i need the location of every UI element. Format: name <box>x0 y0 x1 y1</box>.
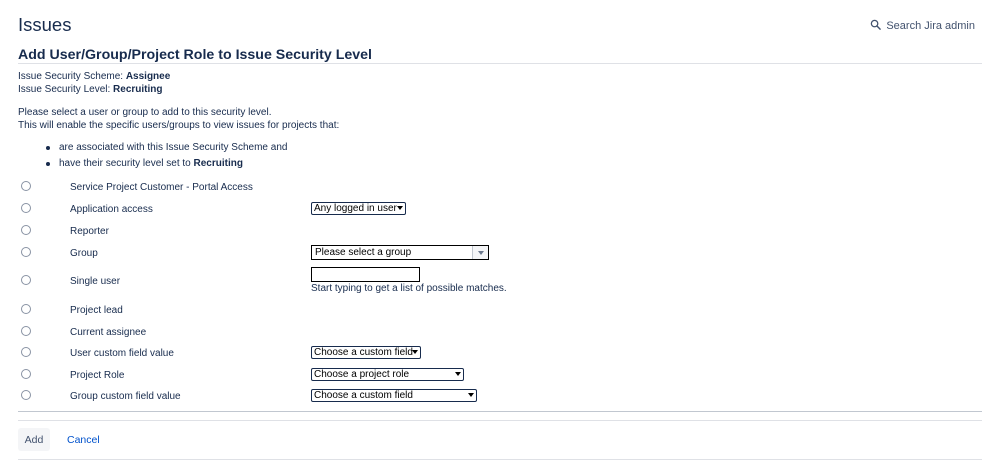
add-button[interactable]: Add <box>18 428 50 451</box>
single-user-hint: Start typing to get a list of possible matches. <box>311 283 507 294</box>
select-value: Choose a project role <box>314 369 410 380</box>
scheme-value: Assignee <box>125 71 171 82</box>
bullet-icon <box>46 146 50 150</box>
option-label: Current assignee <box>70 327 147 338</box>
chevron-down-icon <box>468 393 474 397</box>
select-value: Choose a custom field <box>314 390 413 401</box>
option-row-service-project-customer <box>0 181 999 201</box>
bullet-bold-text: Recruiting <box>193 158 243 169</box>
chevron-down-icon <box>412 350 418 354</box>
bullet-text: have their security level set to <box>59 158 191 169</box>
option-row-reporter <box>0 225 999 245</box>
group-picker-input[interactable] <box>311 245 489 260</box>
option-label: Project Role <box>70 370 125 381</box>
option-row-group-custom-field <box>0 390 999 410</box>
project-role-select[interactable] <box>311 368 464 381</box>
scheme-info <box>18 71 170 82</box>
divider <box>18 411 982 412</box>
divider <box>18 63 982 64</box>
description-line-1: Please select a user or group to add to this security level. <box>18 107 272 118</box>
option-label: Group <box>70 248 98 259</box>
radio-service-project-customer[interactable] <box>21 181 31 191</box>
group-custom-field-select[interactable] <box>311 389 477 402</box>
option-row-application-access <box>0 203 999 223</box>
option-row-group <box>0 247 999 267</box>
page-title: Issues <box>18 14 72 35</box>
radio-current-assignee[interactable] <box>21 326 31 336</box>
form-heading: Add User/Group/Project Role to Issue Security Level <box>18 47 372 63</box>
option-label: Reporter <box>70 226 109 237</box>
option-label: User custom field value <box>70 348 174 359</box>
option-row-single-user <box>0 275 999 295</box>
chevron-down-icon <box>455 372 461 376</box>
radio-project-lead[interactable] <box>21 304 31 314</box>
select-value: Any logged in user <box>314 203 397 214</box>
radio-group[interactable] <box>21 247 31 257</box>
search-label: Search Jira admin <box>886 20 975 32</box>
level-value: Recruiting <box>113 84 163 95</box>
bullet-text: are associated with this Issue Security Scheme and <box>59 142 288 153</box>
divider <box>18 459 982 460</box>
option-label: Single user <box>70 276 121 287</box>
search-jira-admin-link[interactable] <box>870 19 975 33</box>
select-value: Choose a custom field <box>314 347 413 358</box>
option-row-current-assignee <box>0 326 999 346</box>
level-label: Issue Security Level: <box>18 84 111 95</box>
radio-application-access[interactable] <box>21 203 31 213</box>
bullet-icon <box>46 162 50 166</box>
group-picker-placeholder: Please select a group <box>315 247 412 258</box>
scheme-label: Issue Security Scheme: <box>18 71 124 82</box>
option-label: Project lead <box>70 305 123 316</box>
divider <box>18 420 982 421</box>
radio-single-user[interactable] <box>21 275 31 285</box>
chevron-down-icon[interactable] <box>472 246 488 259</box>
single-user-input[interactable] <box>311 267 420 282</box>
radio-project-role[interactable] <box>21 369 31 379</box>
radio-user-custom-field[interactable] <box>21 347 31 357</box>
list-item <box>34 141 287 154</box>
chevron-down-icon <box>397 206 403 210</box>
radio-group-custom-field[interactable] <box>21 390 31 400</box>
radio-reporter[interactable] <box>21 225 31 235</box>
conditions-list <box>34 141 287 173</box>
application-access-select[interactable] <box>311 202 406 215</box>
option-label: Application access <box>70 204 153 215</box>
user-custom-field-select[interactable] <box>311 346 421 359</box>
option-label: Group custom field value <box>70 391 181 402</box>
option-row-user-custom-field <box>0 347 999 367</box>
cancel-link[interactable]: Cancel <box>67 434 100 446</box>
option-row-project-role <box>0 369 999 389</box>
option-label: Service Project Customer - Portal Access <box>70 182 253 193</box>
level-info <box>18 84 163 95</box>
option-row-project-lead <box>0 304 999 324</box>
list-item <box>34 157 287 170</box>
description-line-2: This will enable the specific users/groups to view issues for projects that: <box>18 120 340 131</box>
search-icon <box>870 19 881 33</box>
